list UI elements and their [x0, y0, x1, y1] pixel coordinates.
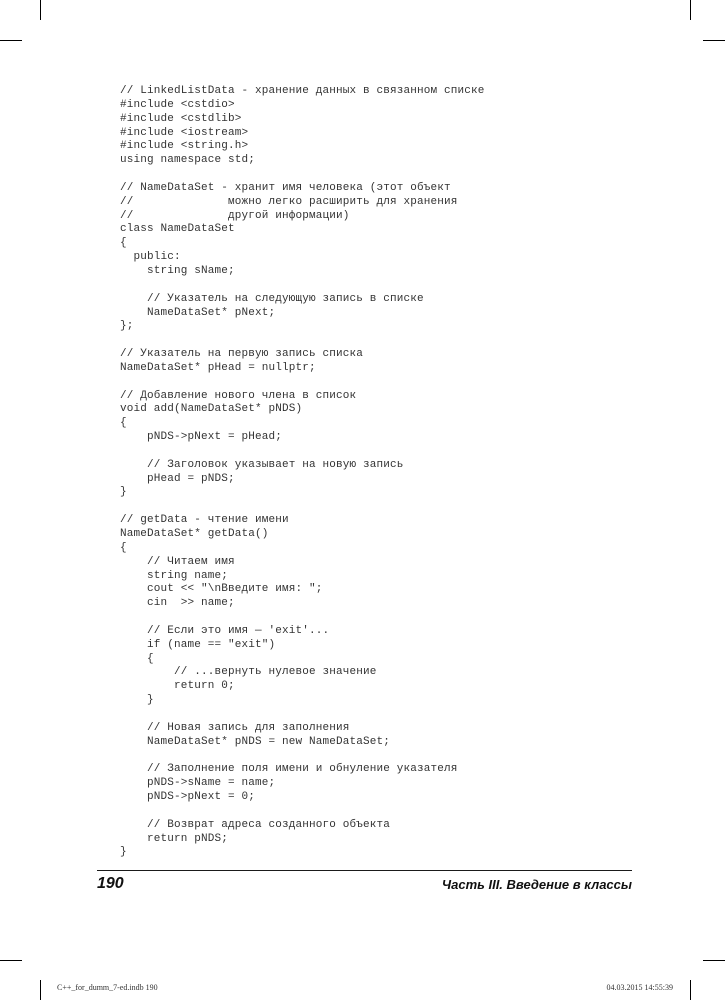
code-line	[120, 376, 640, 390]
code-line: // Новая запись для заполнения	[120, 721, 350, 734]
code-line: pNDS->pNext = 0;	[120, 791, 256, 804]
code-line: // Заполнение поля имени и обнуление указателя	[120, 763, 458, 776]
code-line: NameDataSet* getData()	[120, 528, 269, 540]
running-head: Часть III. Введение в классы	[441, 877, 632, 892]
slug-file-info: C++_for_dumm_7-ed.indb 190	[57, 983, 158, 992]
crop-mark-top-left	[40, 0, 41, 20]
code-line: }	[120, 694, 154, 707]
code-line	[120, 500, 640, 514]
code-line: {	[120, 237, 127, 250]
code-line: }	[120, 846, 127, 859]
code-line: return pNDS;	[120, 832, 229, 845]
code-line: string name;	[120, 569, 229, 582]
code-line: #include <iostream>	[120, 126, 249, 139]
code-listing	[120, 85, 640, 860]
code-line: NameDataSet* pNext;	[120, 306, 276, 319]
crop-mark-bottom-left	[40, 980, 41, 1000]
code-line	[120, 334, 640, 348]
code-line: // Возврат адреса созданного объекта	[120, 818, 391, 831]
crop-mark-top-right	[690, 0, 691, 20]
code-line: return 0;	[120, 680, 235, 693]
code-line: }	[120, 486, 127, 499]
slug-datetime: 04.03.2015 14:55:39	[606, 983, 673, 992]
crop-mark-bottom-right	[690, 980, 691, 1000]
code-line	[120, 611, 640, 625]
code-line	[120, 279, 640, 293]
code-line: if (name == "exit")	[120, 638, 276, 651]
code-line: {	[120, 417, 127, 430]
code-line: // Добавление нового члена в список	[120, 389, 357, 402]
code-line: #include <cstdio>	[120, 98, 235, 111]
page-number: 190	[97, 875, 124, 892]
code-line: cout << "\nВведите имя: ";	[120, 583, 323, 596]
code-line: // Заголовок указывает на новую запись	[120, 458, 404, 471]
code-line	[120, 168, 640, 182]
code-line: void add(NameDataSet* pNDS)	[120, 403, 303, 416]
code-line: public:	[120, 251, 181, 264]
code-line	[120, 445, 640, 459]
code-line: pNDS->sName = name;	[120, 777, 276, 790]
crop-mark-right-lower	[703, 960, 725, 961]
code-line: };	[120, 320, 134, 333]
code-line: // Указатель на следующую запись в списке	[120, 292, 424, 305]
code-line: string sName;	[120, 264, 235, 277]
code-line: // LinkedListData - хранение данных в связанном списке	[120, 85, 485, 97]
code-line: // getData - чтение имени	[120, 514, 289, 527]
code-line: cin >> name;	[120, 597, 235, 610]
code-line: class NameDataSet	[120, 223, 235, 236]
code-line: // можно легко расширить для хранения	[120, 195, 458, 208]
code-line	[120, 805, 640, 819]
code-line: pHead = pNDS;	[120, 472, 235, 485]
code-line: #include <cstdlib>	[120, 112, 242, 125]
code-line: // Указатель на первую запись списка	[120, 348, 364, 361]
code-line: using namespace std;	[120, 154, 256, 167]
code-line: // Читаем имя	[120, 555, 235, 568]
code-line	[120, 708, 640, 722]
code-line: {	[120, 541, 127, 554]
code-line: NameDataSet* pHead = nullptr;	[120, 361, 316, 374]
crop-mark-left-lower	[0, 960, 22, 961]
code-line: NameDataSet* pNDS = new NameDataSet;	[120, 735, 391, 748]
code-line: // Если это имя — 'exit'...	[120, 624, 330, 637]
code-line: // NameDataSet - хранит имя человека (этот объект	[120, 181, 451, 194]
code-line: // другой информации)	[120, 209, 350, 222]
crop-mark-left-upper	[0, 40, 22, 41]
code-line: pNDS->pNext = pHead;	[120, 431, 283, 444]
footer-rule	[97, 870, 632, 871]
code-line	[120, 750, 640, 764]
crop-mark-right-upper	[703, 40, 725, 41]
code-line: {	[120, 652, 154, 665]
code-line: // ...вернуть нулевое значение	[120, 666, 377, 679]
code-line: #include <string.h>	[120, 140, 249, 153]
